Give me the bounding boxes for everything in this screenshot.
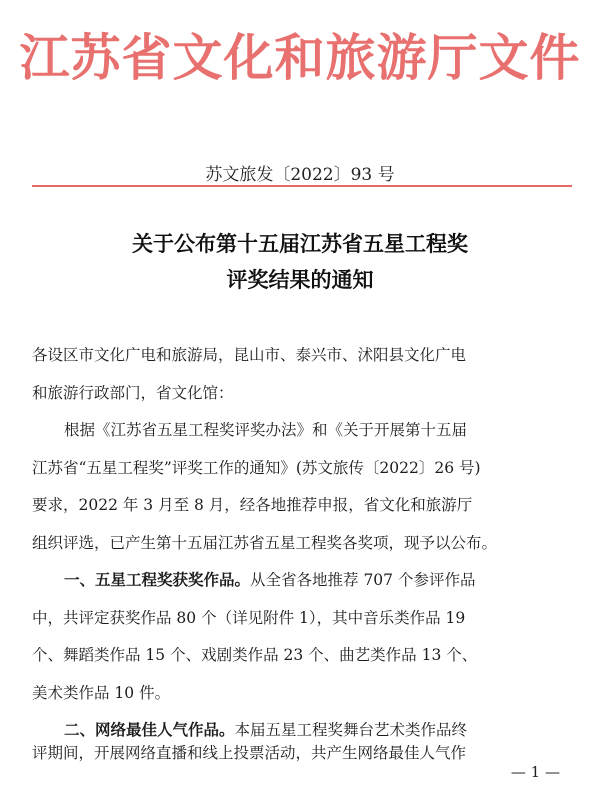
section-2-text: 本届五星工程奖舞台艺术类作品终 <box>234 721 468 739</box>
body-line: 美术类作品 10 件。 <box>32 684 171 702</box>
notice-title-line-1: 关于公布第十五届江苏省五星工程奖 <box>132 232 468 256</box>
section-2-first-line <box>64 718 572 740</box>
issuing-organization-header: 江苏省文化和旅游厅文件 <box>19 29 581 87</box>
section-1-first-line <box>64 568 572 590</box>
body-line: 要求，2022 年 3 月至 8 月，经各地推荐申报，省文化和旅游厅 <box>32 496 473 514</box>
body-line: 各设区市文化广电和旅游局，昆山市、泰兴市、沭阳县文化广电 <box>32 346 467 364</box>
body-line: 江苏省“五星工程奖”评奖工作的通知》(苏文旅传〔2022〕26 号) <box>32 459 481 477</box>
document-number: 苏文旅发〔2022〕93 号 <box>205 165 395 185</box>
body-line: 组织评选，已产生第十五届江苏省五星工程奖各奖项，现予以公布。 <box>32 534 498 552</box>
section-2-heading: 二、网络最佳人气作品。 <box>64 721 235 739</box>
red-divider <box>32 185 572 187</box>
body-line: 根据《江苏省五星工程奖评奖办法》和《关于开展第十五届 <box>64 421 468 439</box>
page-number: — 1 — <box>510 763 560 781</box>
section-1-heading: 一、五星工程奖获奖作品。 <box>64 571 251 589</box>
body-line: 评期间，开展网络直播和线上投票活动，共产生网络最佳人气作 <box>32 744 467 762</box>
section-1-text: 从全省各地推荐 707 个参评作品 <box>250 571 476 589</box>
body-line: 和旅游行政部门，省文化馆： <box>32 384 234 402</box>
body-line: 中，共评定获奖作品 80 个（详见附件 1），其中音乐类作品 19 <box>32 609 466 627</box>
notice-title-line-2: 评奖结果的通知 <box>226 268 374 292</box>
body-line: 个、舞蹈类作品 15 个、戏剧类作品 23 个、曲艺类作品 13 个、 <box>32 646 478 664</box>
